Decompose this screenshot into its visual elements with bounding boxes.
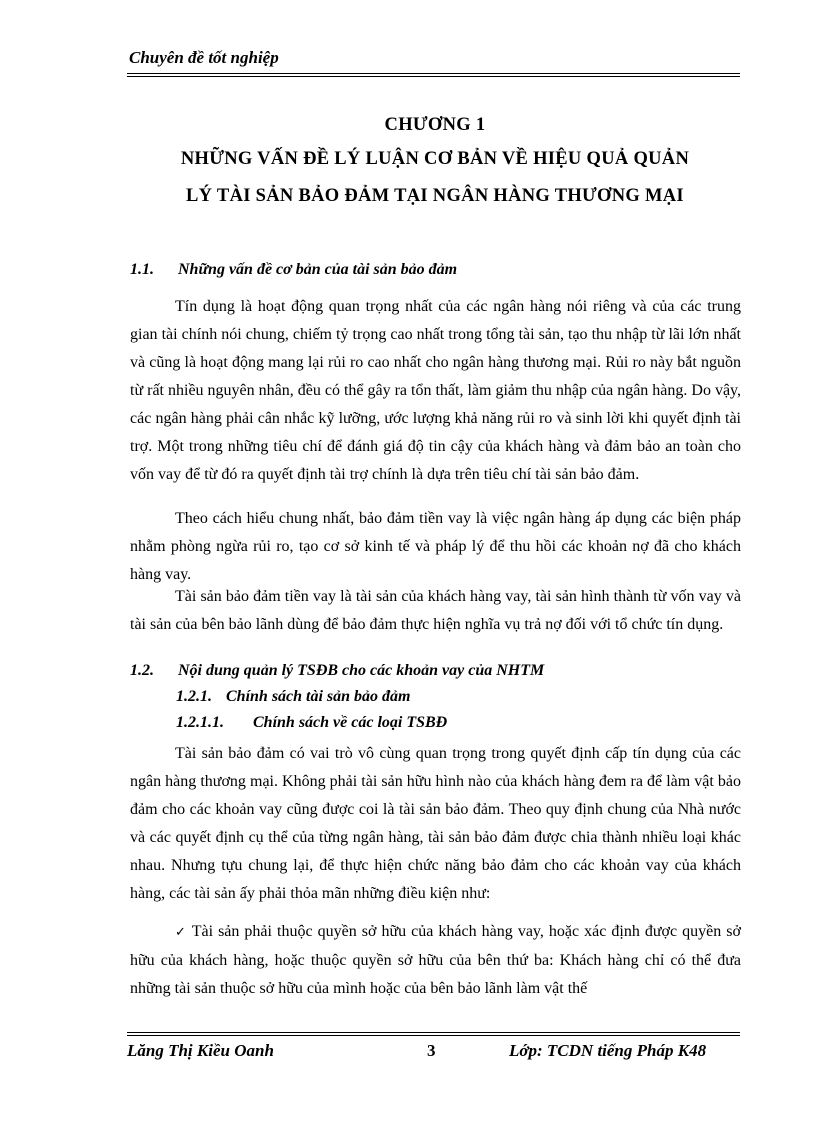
section-number: 1.1. xyxy=(130,261,154,278)
paragraph-2: Theo cách hiểu chung nhất, bảo đảm tiền vay là việc ngân hàng áp dụng các biện pháp nhằm phòng ngừa rủi ro, tạo cơ sở kinh tế và pháp lý để thu hồi các khoản nợ đã cho khách hàng vay. xyxy=(130,510,741,583)
chapter-title-line-2: LÝ TÀI SẢN BẢO ĐẢM TẠI NGÂN HÀNG THƯƠNG MẠI xyxy=(186,186,684,206)
header-rule xyxy=(127,73,740,77)
section-heading-1-2-1 xyxy=(176,688,411,706)
chapter-title-line-1: NHỮNG VẤN ĐỀ LÝ LUẬN CƠ BẢN VỀ HIỆU QUẢ QUẢN xyxy=(180,149,690,169)
section-title: Nội dung quản lý TSĐB cho các khoản vay của NHTM xyxy=(178,662,545,679)
section-heading-1-2 xyxy=(130,662,544,680)
section-number: 1.2.1.1. xyxy=(176,714,224,731)
paragraph-1: Tín dụng là hoạt động quan trọng nhất của các ngân hàng nói riêng và của các trung gian tài chính nói chung, chiếm tỷ trọng cao nhất trong tổng tài sản, tạo thu nhập từ lãi lớn nhất và cũng là hoạt động mang lại rủi ro cao nhất cho ngân hàng thương mại. Rủi ro này bắt nguồn từ rất nhiều nguyên nhân, đều có thể gây ra tổn thất, làm giảm thu nhập của ngân hàng. Do vậy, các ngân hàng phải cân nhắc kỹ lưỡng, ước lượng khả năng rủi ro và sinh lời khi quyết định tài trợ. Một trong những tiêu chí để đánh giá độ tin cậy của khách hàng và đảm bảo an toàn cho vốn vay để từ đó ra quyết định tài trợ chính là dựa trên tiêu chí tài sản bảo đảm. xyxy=(130,298,742,483)
section-heading-1-2-1-1 xyxy=(176,714,447,732)
page-number: 3 xyxy=(427,1041,436,1060)
section-number: 1.2. xyxy=(130,662,154,679)
bullet-item xyxy=(130,918,741,1003)
section-title: Chính sách về các loại TSBĐ xyxy=(253,714,448,731)
header-title: Chuyên đề tốt nghiệp xyxy=(129,48,279,67)
footer-rule xyxy=(127,1032,740,1036)
footer-class: Lớp: TCDN tiếng Pháp K48 xyxy=(509,1041,707,1060)
section-title: Chính sách tài sản bảo đảm xyxy=(226,688,411,705)
paragraph-3: Tài sản bảo đảm tiền vay là tài sản của khách hàng vay, tài sản hình thành từ vốn vay và tài sản của bên bảo lãnh dùng để bảo đảm thực hiện nghĩa vụ trả nợ đối với tổ chức tín dụng. xyxy=(130,588,741,633)
chapter-number: CHƯƠNG 1 xyxy=(384,115,486,135)
bullet-text: Tài sản phải thuộc quyền sở hữu của khách hàng vay, hoặc xác định được quyền sở hữu của khách hàng, hoặc thuộc quyền sở hữu của bên thứ ba: Khách hàng chỉ có thể đưa những tài sản thuộc sở hữu của mình hoặc của bên bảo lãnh làm vật thế xyxy=(130,923,741,997)
checkmark-icon: ✓ xyxy=(175,925,187,940)
section-title: Những vấn đề cơ bản của tài sản bảo đảm xyxy=(178,261,458,278)
section-heading-1-1 xyxy=(130,261,457,279)
paragraph-4: Tài sản bảo đảm có vai trò vô cùng quan trọng trong quyết định cấp tín dụng của các ngân hàng thương mại. Không phải tài sản hữu hình nào của khách hàng đem ra để làm vật bảo đảm cho các khoản vay cũng được coi là tài sản bảo đảm. Theo quy định chung của Nhà nước và các quyết định cụ thể của từng ngân hàng, tài sản bảo đảm được chia thành nhiều loại khác nhau. Nhưng tựu chung lại, để thực hiện chức năng bảo đảm cho các khoản vay của khách hàng, các tài sản ấy phải thỏa mãn những điều kiện như: xyxy=(130,745,741,902)
footer-author: Lăng Thị Kiều Oanh xyxy=(127,1041,274,1060)
section-number: 1.2.1. xyxy=(176,688,212,705)
